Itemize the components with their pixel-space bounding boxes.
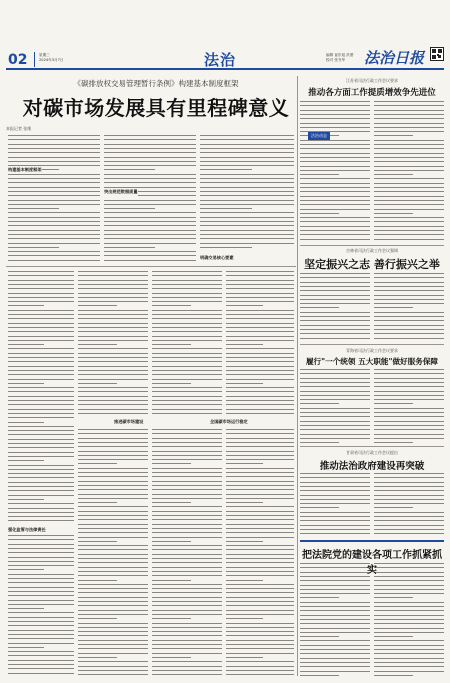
box4-title: 推动法治政府建设再突破 (319, 461, 425, 472)
subhead-5: 推进碳市场建设 (114, 419, 144, 424)
text-column (8, 270, 74, 524)
text-column (300, 100, 370, 242)
right-divider-2 (300, 344, 444, 345)
article-byline: 本报记者 张维 (6, 126, 32, 131)
right-divider-3 (300, 446, 444, 447)
page-header (6, 50, 444, 70)
text-column (200, 134, 294, 252)
text-column (78, 428, 148, 676)
proofreader-line: 校对 张书华 (326, 58, 346, 62)
text-column (374, 368, 444, 444)
section-title: 法治 (204, 51, 237, 69)
subhead-2: 突出规范数据质量 (104, 189, 138, 194)
box4-label: 甘肃省司法行政工作会议提出 (346, 450, 398, 455)
qr-code-icon (430, 47, 444, 61)
page-number: 02 (8, 52, 28, 68)
editors-line: 编辑 崔东旭 洪蕾 (326, 53, 354, 57)
text-column (300, 368, 370, 444)
header-divider (34, 52, 35, 67)
text-column (374, 562, 444, 676)
box3-label: 青海省司法行政工作会议要求 (346, 348, 398, 353)
text-column (300, 272, 370, 342)
box1-title: 推动各方面工作提质增效争先进位 (308, 88, 436, 98)
text-column (104, 134, 196, 262)
subhead-3: 明确交易核心要素 (200, 255, 234, 260)
text-column (374, 472, 444, 538)
subhead-1: 构建基本制度框架 (8, 167, 42, 172)
text-column (152, 428, 222, 676)
text-column (8, 534, 74, 676)
issue-date (39, 53, 64, 63)
box3-title: 履行"一个统领 五大职能"做好服务保障 (305, 357, 439, 366)
newspaper-masthead: 法治日报 (364, 49, 425, 67)
section-divider (6, 266, 296, 267)
text-column (152, 270, 222, 416)
article-headline: 对碳市场发展具有里程碑意义 (22, 96, 290, 120)
article-kicker: 《碳排放权交易管理暂行条例》构建基本制度框架 (73, 79, 239, 88)
box2-label: 吉林省司法行政工作会议强调 (346, 248, 398, 253)
text-column (226, 270, 294, 416)
editors-credit (326, 53, 353, 63)
text-column (374, 100, 444, 242)
news-stamp: 法治动态 (308, 132, 330, 140)
date: 2024年3月7日 (39, 58, 64, 62)
text-column (78, 270, 148, 416)
text-column (300, 562, 370, 676)
column-divider (297, 76, 298, 676)
weekday: 星期三 (39, 53, 50, 57)
subhead-6: 全国碳市场运行稳定 (210, 419, 248, 424)
text-column (374, 272, 444, 342)
text-column (300, 472, 370, 538)
box2-title: 坚定振兴之志 善行振兴之举 (304, 258, 440, 271)
text-column (8, 134, 100, 262)
subhead-4: 强化监管与法律责任 (8, 527, 46, 532)
text-column (226, 428, 294, 676)
feature-top-rule (300, 540, 444, 542)
box1-label: 江苏省司法行政工作会议要求 (346, 78, 398, 83)
right-divider-1 (300, 245, 444, 246)
feature-title: 把法院党的建设各项工作抓紧抓实 (302, 550, 442, 576)
